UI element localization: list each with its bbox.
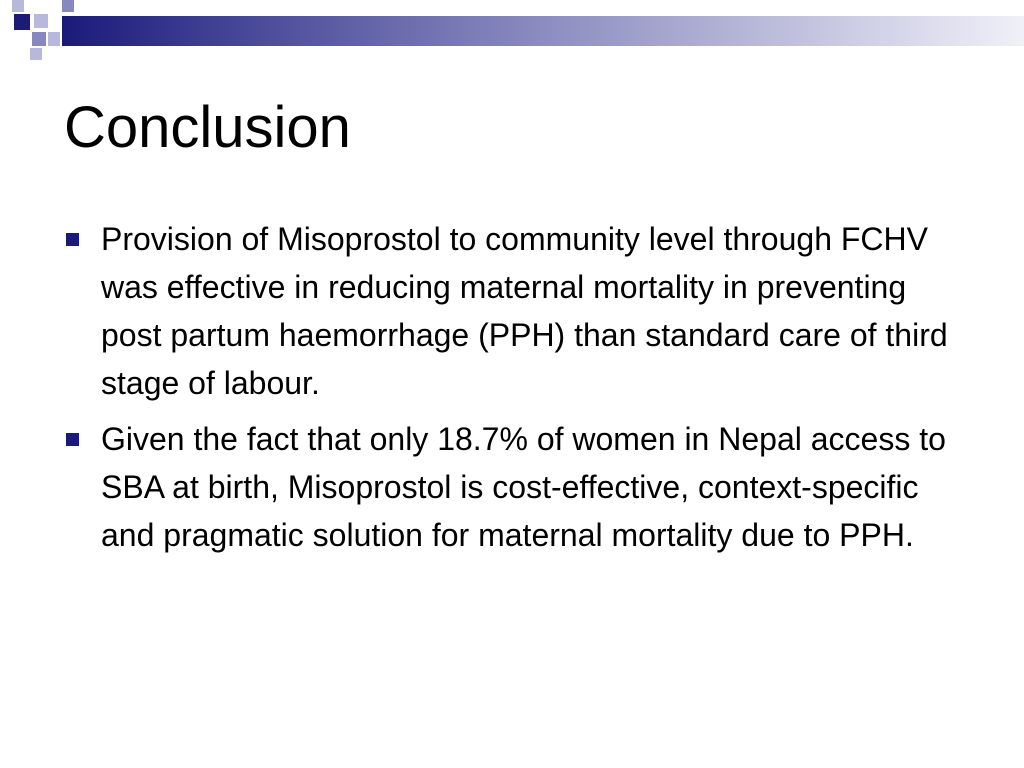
slide-title: Conclusion: [64, 95, 351, 160]
header-gradient-band: [62, 16, 1024, 46]
decor-square: [34, 14, 48, 28]
decor-square: [12, 0, 24, 12]
bullet-list: [64, 215, 964, 567]
decor-square: [48, 32, 60, 46]
square-bullet-icon: [66, 433, 79, 446]
bullet-item: [64, 415, 964, 559]
bullet-text: Provision of Misoprostol to community level through FCHV was effective in reducing maternal mortality in preventing post partum haemorrhage (PPH) than standard care of third stage of labour.: [101, 221, 948, 401]
bullet-text: Given the fact that only 18.7% of women in Nepal access to SBA at birth, Misoprostol is cost-effective, context-specific and pragmatic solution for maternal mortality due to PPH.: [101, 421, 946, 553]
decor-square: [32, 32, 46, 46]
bullet-item: [64, 215, 964, 407]
decor-square: [62, 0, 74, 12]
decor-square: [14, 14, 30, 30]
square-bullet-icon: [66, 233, 79, 246]
decor-square: [30, 48, 42, 60]
